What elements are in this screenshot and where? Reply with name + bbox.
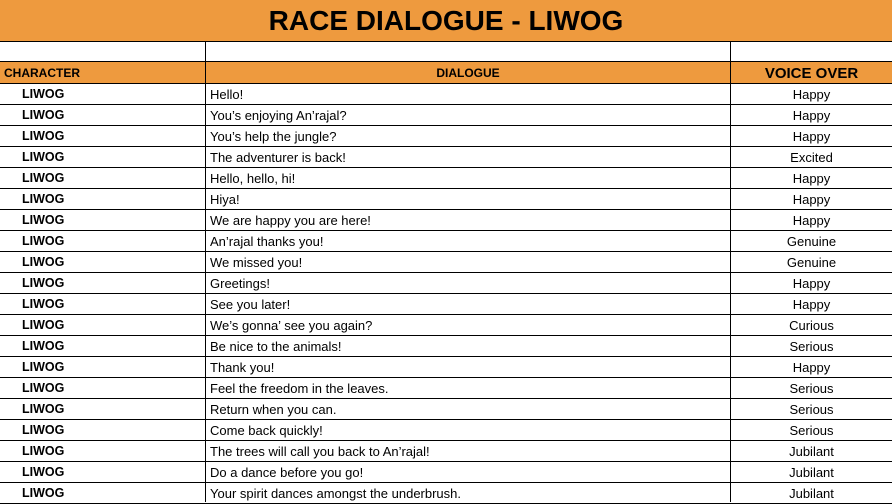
table-row[interactable] (0, 189, 892, 210)
dialogue-cell[interactable]: Return when you can. (210, 401, 337, 417)
character-cell[interactable]: LIWOG (22, 276, 65, 290)
dialogue-cell[interactable]: Greetings! (210, 275, 270, 291)
voice-over-cell[interactable]: Happy (792, 275, 831, 291)
voice-over-cell[interactable]: Happy (792, 86, 831, 102)
voice-over-cell[interactable]: Happy (792, 107, 831, 123)
character-cell[interactable]: LIWOG (22, 318, 65, 332)
dialogue-cell[interactable]: Feel the freedom in the leaves. (210, 380, 389, 396)
character-cell[interactable]: LIWOG (22, 171, 65, 185)
sheet-title[interactable]: RACE DIALOGUE - LIWOG (0, 0, 892, 42)
table-row[interactable] (0, 462, 892, 483)
table-row[interactable] (0, 441, 892, 462)
character-cell[interactable]: LIWOG (22, 234, 65, 248)
table-row[interactable] (0, 378, 892, 399)
character-cell[interactable]: LIWOG (22, 360, 65, 374)
voice-over-cell[interactable]: Curious (789, 317, 834, 333)
character-cell[interactable]: LIWOG (22, 339, 65, 353)
voice-over-cell[interactable]: Serious (789, 401, 834, 417)
table-row[interactable] (0, 105, 892, 126)
dialogue-cell[interactable]: Thank you! (210, 359, 275, 375)
header-voice-over[interactable]: VOICE OVER (764, 64, 859, 82)
table-row[interactable] (0, 210, 892, 231)
voice-over-cell[interactable]: Excited (790, 149, 833, 165)
character-cell[interactable]: LIWOG (22, 129, 65, 143)
dialogue-cell[interactable]: Do a dance before you go! (210, 464, 364, 480)
dialogue-cell[interactable]: You’s help the jungle? (210, 128, 337, 144)
table-row[interactable] (0, 483, 892, 504)
voice-over-cell[interactable]: Happy (792, 128, 831, 144)
dialogue-cell[interactable]: Hello, hello, hi! (210, 170, 296, 186)
character-cell[interactable]: LIWOG (22, 192, 65, 206)
dialogue-cell[interactable]: We’s gonna’ see you again? (210, 317, 373, 333)
table-row[interactable] (0, 168, 892, 189)
dialogue-cell[interactable]: Your spirit dances amongst the underbrush. (210, 485, 462, 501)
dialogue-cell[interactable]: You’s enjoying An’rajal? (210, 107, 347, 123)
voice-over-cell[interactable]: Happy (792, 212, 831, 228)
voice-over-cell[interactable]: Happy (792, 296, 831, 312)
character-cell[interactable]: LIWOG (22, 297, 65, 311)
character-cell[interactable]: LIWOG (22, 465, 65, 479)
table-row[interactable] (0, 126, 892, 147)
character-cell[interactable]: LIWOG (22, 486, 65, 500)
dialogue-cell[interactable]: We missed you! (210, 254, 303, 270)
dialogue-cell[interactable]: The adventurer is back! (210, 149, 346, 165)
header-character[interactable]: CHARACTER (4, 66, 80, 80)
dialogue-table-body (0, 84, 892, 504)
table-row[interactable] (0, 294, 892, 315)
dialogue-cell[interactable]: Hello! (210, 86, 244, 102)
header-dialogue[interactable]: DIALOGUE (436, 66, 500, 80)
table-row[interactable] (0, 252, 892, 273)
voice-over-cell[interactable]: Jubilant (789, 464, 834, 480)
table-row[interactable] (0, 147, 892, 168)
voice-over-cell[interactable]: Jubilant (789, 485, 834, 501)
dialogue-cell[interactable]: See you later! (210, 296, 291, 312)
table-row[interactable] (0, 357, 892, 378)
table-row[interactable] (0, 420, 892, 441)
dialogue-cell[interactable]: Be nice to the animals! (210, 338, 342, 354)
dialogue-cell[interactable]: The trees will call you back to An’rajal! (210, 443, 430, 459)
table-row[interactable] (0, 399, 892, 420)
column-divider (730, 42, 731, 502)
character-cell[interactable]: LIWOG (22, 381, 65, 395)
table-row[interactable] (0, 336, 892, 357)
column-divider (205, 42, 206, 502)
blank-row[interactable] (0, 42, 892, 62)
table-row[interactable] (0, 84, 892, 105)
dialogue-cell[interactable]: We are happy you are here! (210, 212, 371, 228)
voice-over-cell[interactable]: Genuine (786, 254, 837, 270)
table-row[interactable] (0, 273, 892, 294)
character-cell[interactable]: LIWOG (22, 423, 65, 437)
voice-over-cell[interactable]: Genuine (786, 233, 837, 249)
character-cell[interactable]: LIWOG (22, 108, 65, 122)
dialogue-cell[interactable]: An’rajal thanks you! (210, 233, 324, 249)
table-row[interactable] (0, 231, 892, 252)
character-cell[interactable]: LIWOG (22, 150, 65, 164)
voice-over-cell[interactable]: Serious (789, 422, 834, 438)
voice-over-cell[interactable]: Jubilant (789, 443, 834, 459)
character-cell[interactable]: LIWOG (22, 87, 65, 101)
character-cell[interactable]: LIWOG (22, 402, 65, 416)
character-cell[interactable]: LIWOG (22, 213, 65, 227)
voice-over-cell[interactable]: Serious (789, 338, 834, 354)
voice-over-cell[interactable]: Serious (789, 380, 834, 396)
dialogue-cell[interactable]: Come back quickly! (210, 422, 323, 438)
dialogue-cell[interactable]: Hiya! (210, 191, 240, 207)
voice-over-cell[interactable]: Happy (792, 359, 831, 375)
character-cell[interactable]: LIWOG (22, 444, 65, 458)
voice-over-cell[interactable]: Happy (792, 191, 831, 207)
table-row[interactable] (0, 315, 892, 336)
voice-over-cell[interactable]: Happy (792, 170, 831, 186)
character-cell[interactable]: LIWOG (22, 255, 65, 269)
